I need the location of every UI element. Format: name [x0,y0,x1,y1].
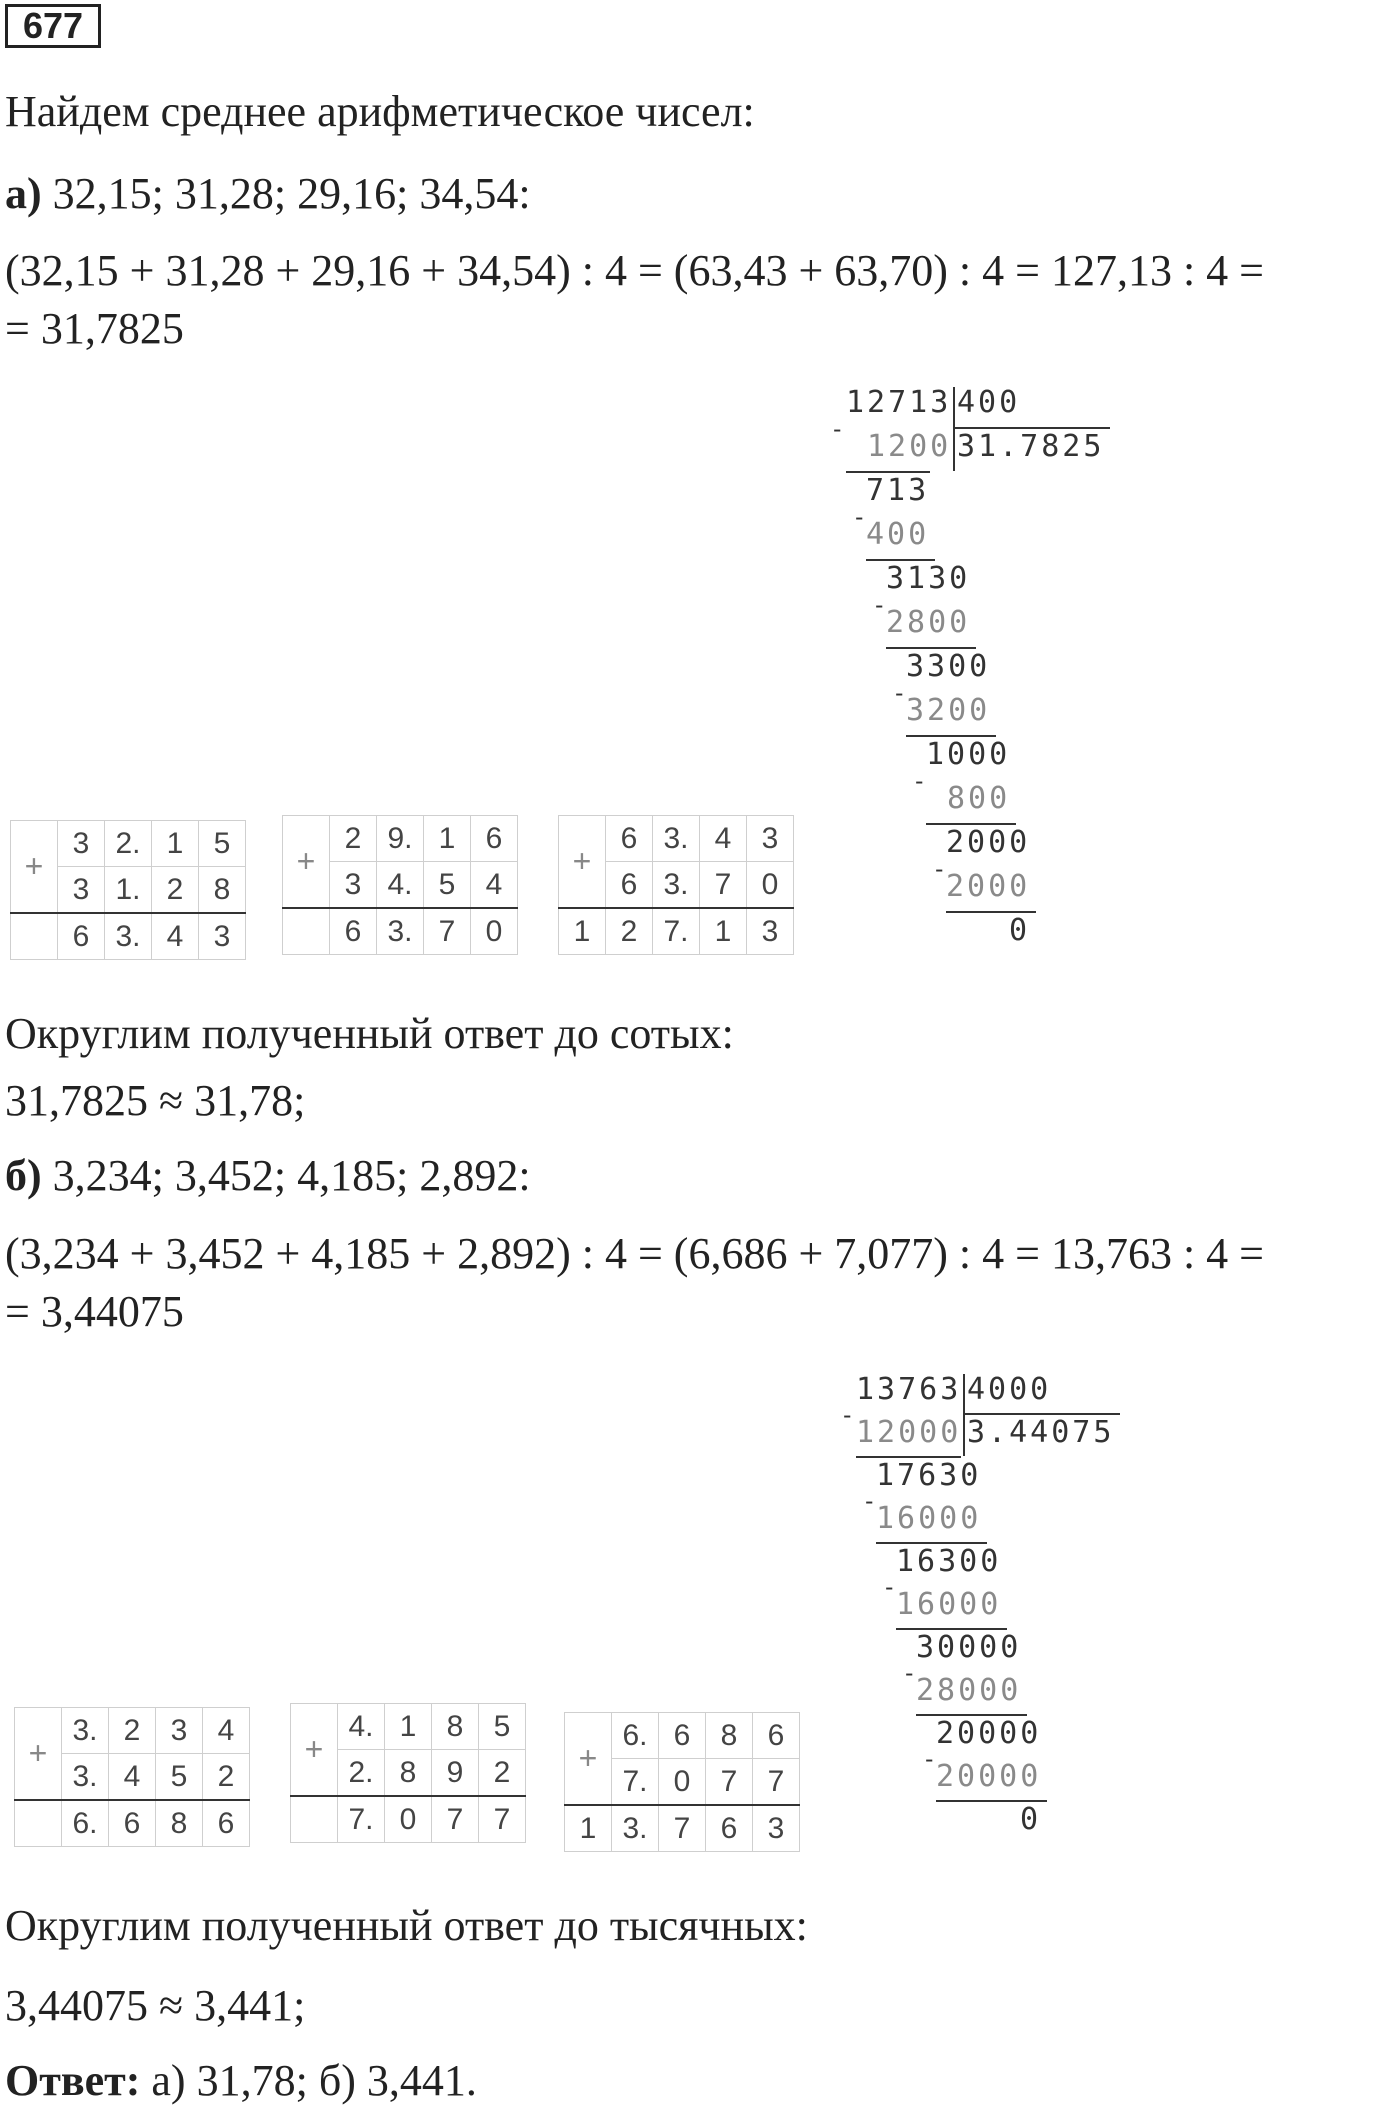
grid-sum-cell: 6. [62,1800,109,1847]
problem-number: 677 [5,4,101,48]
subtrahend: 12000 [856,1415,962,1450]
division-bar [953,387,955,471]
grid-cell: 3 [58,867,105,914]
grid-cell: 0 [659,1759,706,1806]
plus-sign: + [11,821,58,914]
part-b-round-result: 3,44075 ≈ 3,441; [5,1981,306,2030]
grid-sum-cell: 3 [747,908,794,955]
grid-cell: 3 [330,862,377,909]
minus-sign: - [882,1573,897,1601]
division-bar [963,1374,965,1456]
minus-sign: - [912,767,927,795]
grid-cell: 6 [753,1713,800,1759]
final-remainder: 0 [1020,1802,1042,1837]
grid-cell: 8 [385,1750,432,1797]
answer-line [5,2055,477,2107]
part-b-round-text: Округлим полученный ответ до тысячных: [5,1901,808,1950]
grid-cell: 2 [109,1708,156,1754]
grid-cell: 7. [612,1759,659,1806]
remainder: 16300 [896,1544,1002,1579]
part-b-long-division [840,1372,1160,1862]
grid-cell: 3 [58,821,105,867]
subtrahend: 20000 [936,1759,1042,1794]
part-a-long-division [830,385,1130,965]
remainder: 2000 [946,825,1031,860]
grid-sum-cell [291,1796,338,1843]
grid-sum-cell: 1 [565,1805,612,1852]
part-b-equation-line1: (3,234 + 3,452 + 4,185 + 2,892) : 4 = (6,686 + 7,077) : 4 = 13,763 : 4 = [5,1229,1264,1278]
grid-cell: 3 [747,816,794,862]
part-b-equation-line2: = 3,44075 [5,1287,184,1336]
grid-cell: 6 [606,816,653,862]
grid-cell: 3. [62,1708,109,1754]
grid-sum-cell: 7 [424,908,471,955]
grid-cell: 8 [199,867,246,914]
grid-sum-cell: 7 [659,1805,706,1852]
grid-sum-cell: 0 [385,1796,432,1843]
part-a-round-result: 31,7825 ≈ 31,78; [5,1076,306,1125]
subtrahend: 3200 [906,693,991,728]
grid-sum-cell: 7. [338,1796,385,1843]
grid-cell: 9. [377,816,424,862]
grid-sum-cell: 6 [706,1805,753,1852]
minus-sign: - [862,1487,877,1515]
addition-grid [564,1712,800,1852]
grid-cell: 4. [377,862,424,909]
part-a-numbers: 32,15; 31,28; 29,16; 34,54: [52,169,531,218]
part-b-heading [5,1150,531,1202]
subtrahend: 400 [866,517,930,552]
divisor: 4000 [967,1372,1052,1407]
grid-cell: 5 [199,821,246,867]
minus-sign: - [852,503,867,531]
grid-sum-cell: 3 [753,1805,800,1852]
grid-cell: 4 [700,816,747,862]
plus-sign: + [15,1708,62,1801]
grid-sum-cell: 6 [330,908,377,955]
grid-cell: 6 [606,862,653,909]
grid-sum-cell: 3. [612,1805,659,1852]
addition-grid [558,815,794,955]
grid-sum-cell: 6 [109,1800,156,1847]
grid-cell: 1 [385,1704,432,1750]
grid-sum-cell: 7. [653,908,700,955]
grid-cell: 8 [432,1704,479,1750]
divisor: 400 [957,385,1021,420]
quotient: 3.44075 [967,1415,1115,1450]
grid-cell: 4 [203,1708,250,1754]
quotient: 31.7825 [957,429,1105,464]
grid-sum-cell: 8 [156,1800,203,1847]
subtrahend: 16000 [876,1501,982,1536]
addition-grid [282,815,518,955]
grid-cell: 0 [747,862,794,909]
grid-cell: 1 [424,816,471,862]
grid-cell: 6 [471,816,518,862]
grid-sum-cell: 2 [606,908,653,955]
grid-sum-cell [15,1800,62,1847]
grid-cell: 4. [338,1704,385,1750]
grid-cell: 7 [706,1759,753,1806]
remainder: 3300 [906,649,991,684]
grid-cell: 7 [753,1759,800,1806]
grid-cell: 6. [612,1713,659,1759]
intro-text: Найдем среднее арифметическое чисел: [5,87,755,136]
plus-sign: + [283,816,330,909]
remainder: 20000 [936,1716,1042,1751]
grid-cell: 3. [653,862,700,909]
grid-cell: 3. [62,1754,109,1801]
minus-sign: - [840,1401,855,1429]
minus-sign: - [902,1659,917,1687]
minus-sign: - [932,855,947,883]
answer-text: а) 31,78; б) 3,441. [151,2056,477,2105]
part-b-numbers: 3,234; 3,452; 4,185; 2,892: [52,1151,531,1200]
answer-label: Ответ: [5,2056,141,2105]
grid-sum-cell: 0 [471,908,518,955]
grid-cell: 6 [659,1713,706,1759]
grid-cell: 2 [203,1754,250,1801]
grid-cell: 4 [109,1754,156,1801]
grid-cell: 1 [152,821,199,867]
subtrahend: 1200 [867,429,952,464]
grid-cell: 3. [653,816,700,862]
remainder: 1000 [926,737,1011,772]
subtrahend: 2000 [946,869,1031,904]
dividend: 13763 [856,1372,962,1407]
grid-sum-cell: 1 [700,908,747,955]
part-b-label: б) [5,1151,42,1200]
remainder: 713 [866,473,930,508]
remainder: 30000 [916,1630,1022,1665]
part-a-equation-line1: (32,15 + 31,28 + 29,16 + 34,54) : 4 = (63,43 + 63,70) : 4 = 127,13 : 4 = [5,246,1264,295]
minus-sign: - [892,679,907,707]
grid-cell: 2 [330,816,377,862]
plus-sign: + [559,816,606,909]
grid-sum-cell: 3 [199,913,246,960]
grid-cell: 5 [424,862,471,909]
grid-sum-cell [11,913,58,960]
grid-cell: 3 [156,1708,203,1754]
grid-sum-cell: 1 [559,908,606,955]
grid-sum-cell: 7 [432,1796,479,1843]
subtrahend: 800 [947,781,1011,816]
addition-grid [14,1707,250,1847]
plus-sign: + [565,1713,612,1806]
final-remainder: 0 [1009,913,1031,948]
grid-cell: 2 [152,867,199,914]
grid-cell: 7 [700,862,747,909]
grid-cell: 1. [105,867,152,914]
minus-sign: - [830,415,845,443]
subtrahend: 28000 [916,1673,1022,1708]
grid-sum-cell: 4 [152,913,199,960]
grid-cell: 9 [432,1750,479,1797]
grid-cell: 5 [479,1704,526,1750]
addition-grid [10,820,246,960]
part-a-equation-line2: = 31,7825 [5,304,184,353]
grid-cell: 2. [105,821,152,867]
grid-sum-cell: 6 [203,1800,250,1847]
grid-sum-cell: 3. [105,913,152,960]
subtrahend: 16000 [896,1587,1002,1622]
grid-sum-cell: 7 [479,1796,526,1843]
remainder: 3130 [886,561,971,596]
grid-cell: 2 [479,1750,526,1797]
grid-sum-cell: 3. [377,908,424,955]
part-a-round-text: Округлим полученный ответ до сотых: [5,1009,734,1058]
grid-sum-cell [283,908,330,955]
grid-sum-cell: 6 [58,913,105,960]
remainder: 17630 [876,1458,982,1493]
part-a-heading [5,168,531,220]
addition-grid [290,1703,526,1843]
plus-sign: + [291,1704,338,1797]
grid-cell: 5 [156,1754,203,1801]
grid-cell: 8 [706,1713,753,1759]
dividend: 12713 [846,385,952,420]
part-a-label: а) [5,169,42,218]
subtrahend: 2800 [886,605,971,640]
minus-sign: - [922,1745,937,1773]
grid-cell: 4 [471,862,518,909]
grid-cell: 2. [338,1750,385,1797]
minus-sign: - [872,591,887,619]
